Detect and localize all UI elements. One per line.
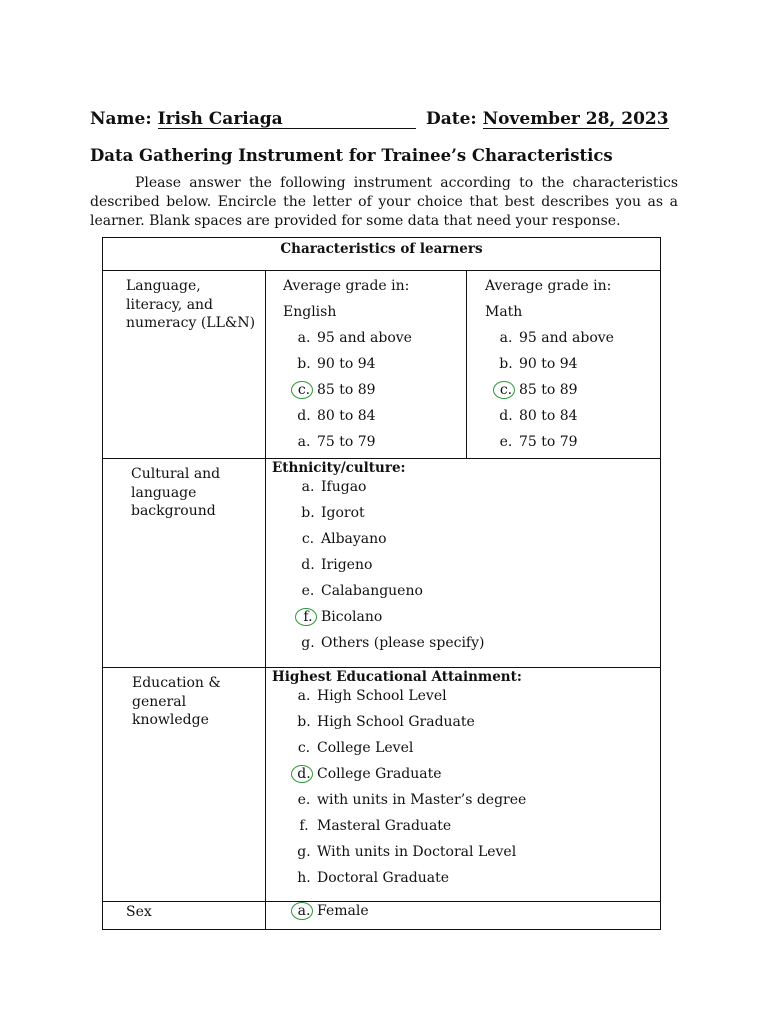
math-subject: Math xyxy=(485,304,523,320)
option-letter: a. xyxy=(297,330,311,346)
math-grade-cell xyxy=(485,273,655,455)
option-letter: f. xyxy=(303,609,313,625)
option-letter: b. xyxy=(499,356,513,372)
option-text: 95 and above xyxy=(317,330,412,346)
option-letter: e. xyxy=(499,434,513,450)
education-option xyxy=(295,683,652,709)
instructions-text: Please answer the following instrument according to the characteristics described below. Encircle the letter of your choice that best describes you as a learner. Blank spaces are provided for some data that need your response. xyxy=(90,175,678,229)
row-label-education: Education & general knowledge xyxy=(132,675,221,728)
ethnicity-option xyxy=(299,474,652,500)
education-option xyxy=(295,735,652,761)
culture-options xyxy=(299,474,652,656)
name-field xyxy=(90,109,416,129)
row-label-culture: Cultural and language background xyxy=(131,466,221,519)
culture-heading: Ethnicity/culture: xyxy=(272,460,406,476)
option-letter: a. xyxy=(301,479,315,495)
option-text: Bicolano xyxy=(321,609,383,625)
math-heading: Average grade in: xyxy=(485,278,612,294)
option-text: College Level xyxy=(317,740,414,756)
option-text: with units in Master’s degree xyxy=(317,792,527,808)
date-value: November 28, 2023 xyxy=(482,109,669,129)
option-letter: b. xyxy=(297,356,311,372)
option-letter: e. xyxy=(297,792,311,808)
table-border-left xyxy=(102,237,103,930)
option-letter: c. xyxy=(499,382,513,398)
document-title: Data Gathering Instrument for Trainee’s Characteristics xyxy=(90,146,613,165)
education-option xyxy=(295,761,652,787)
english-option xyxy=(295,429,463,455)
option-text: Ifugao xyxy=(321,479,367,495)
english-option xyxy=(295,351,463,377)
math-options xyxy=(497,325,655,455)
date-label: Date: xyxy=(426,109,477,129)
option-text: Doctoral Graduate xyxy=(317,870,449,886)
education-option xyxy=(295,813,652,839)
option-letter: b. xyxy=(297,714,311,730)
math-option xyxy=(497,377,655,403)
math-option xyxy=(497,351,655,377)
option-text: High School Level xyxy=(317,688,447,704)
option-text: Others (please specify) xyxy=(321,635,485,651)
table-divider xyxy=(102,270,661,271)
english-heading: Average grade in: xyxy=(283,278,410,294)
option-text: With units in Doctoral Level xyxy=(317,844,517,860)
math-option xyxy=(497,403,655,429)
option-letter: d. xyxy=(301,557,315,573)
option-text: 80 to 84 xyxy=(519,408,578,424)
option-letter: d. xyxy=(499,408,513,424)
english-grade-cell xyxy=(283,273,463,455)
table-border-bottom xyxy=(102,929,661,930)
education-options xyxy=(295,683,652,891)
row-label-sex: Sex xyxy=(126,904,152,920)
option-text: 75 to 79 xyxy=(519,434,578,450)
english-option xyxy=(295,403,463,429)
education-cell xyxy=(272,668,652,891)
table-border-top xyxy=(102,237,661,238)
option-text: 85 to 89 xyxy=(519,382,578,398)
table-divider xyxy=(466,270,467,459)
option-text: Female xyxy=(317,903,369,919)
option-text: 80 to 84 xyxy=(317,408,376,424)
education-option xyxy=(295,839,652,865)
option-letter: a. xyxy=(297,903,311,919)
option-letter: h. xyxy=(297,870,311,886)
option-letter: g. xyxy=(297,844,311,860)
ethnicity-option xyxy=(299,604,652,630)
option-text: Igorot xyxy=(321,505,365,521)
sex-option xyxy=(295,898,495,924)
row-label-lln: Language, literacy, and numeracy (LL&N) xyxy=(126,278,256,331)
option-letter: a. xyxy=(499,330,513,346)
math-option xyxy=(497,325,655,351)
ethnicity-option xyxy=(299,552,652,578)
option-letter: c. xyxy=(301,531,315,547)
education-option xyxy=(295,787,652,813)
name-label: Name: xyxy=(90,109,152,129)
english-options xyxy=(295,325,463,455)
option-text: Masteral Graduate xyxy=(317,818,452,834)
date-field xyxy=(426,109,669,129)
english-option xyxy=(295,377,463,403)
option-text: Calabangueno xyxy=(321,583,423,599)
education-option xyxy=(295,709,652,735)
culture-cell xyxy=(272,459,652,656)
ethnicity-option xyxy=(299,526,652,552)
option-letter: g. xyxy=(301,635,315,651)
english-subject: English xyxy=(283,304,337,320)
option-text: 90 to 94 xyxy=(317,356,376,372)
option-text: 95 and above xyxy=(519,330,614,346)
option-letter: d. xyxy=(297,766,311,782)
instructions xyxy=(90,174,678,231)
english-option xyxy=(295,325,463,351)
option-letter: a. xyxy=(297,688,311,704)
option-text: 90 to 94 xyxy=(519,356,578,372)
option-letter: f. xyxy=(299,818,309,834)
option-text: 85 to 89 xyxy=(317,382,376,398)
option-letter: c. xyxy=(297,382,311,398)
sex-options xyxy=(295,898,495,924)
option-letter: e. xyxy=(301,583,315,599)
table-border-right xyxy=(660,237,661,930)
math-option xyxy=(497,429,655,455)
education-option xyxy=(295,865,652,891)
ethnicity-option xyxy=(299,578,652,604)
option-letter: a. xyxy=(297,434,311,450)
ethnicity-option xyxy=(299,500,652,526)
option-text: College Graduate xyxy=(317,766,442,782)
option-text: Albayano xyxy=(321,531,387,547)
option-text: Irigeno xyxy=(321,557,373,573)
option-letter: b. xyxy=(301,505,315,521)
option-letter: c. xyxy=(297,740,311,756)
table-header: Characteristics of learners xyxy=(280,241,483,257)
option-text: High School Graduate xyxy=(317,714,475,730)
education-heading: Highest Educational Attainment: xyxy=(272,669,522,685)
option-text: 75 to 79 xyxy=(317,434,376,450)
option-letter: d. xyxy=(297,408,311,424)
name-value: Irish Cariaga xyxy=(158,111,416,129)
table-divider xyxy=(265,270,266,930)
ethnicity-option xyxy=(299,630,652,656)
